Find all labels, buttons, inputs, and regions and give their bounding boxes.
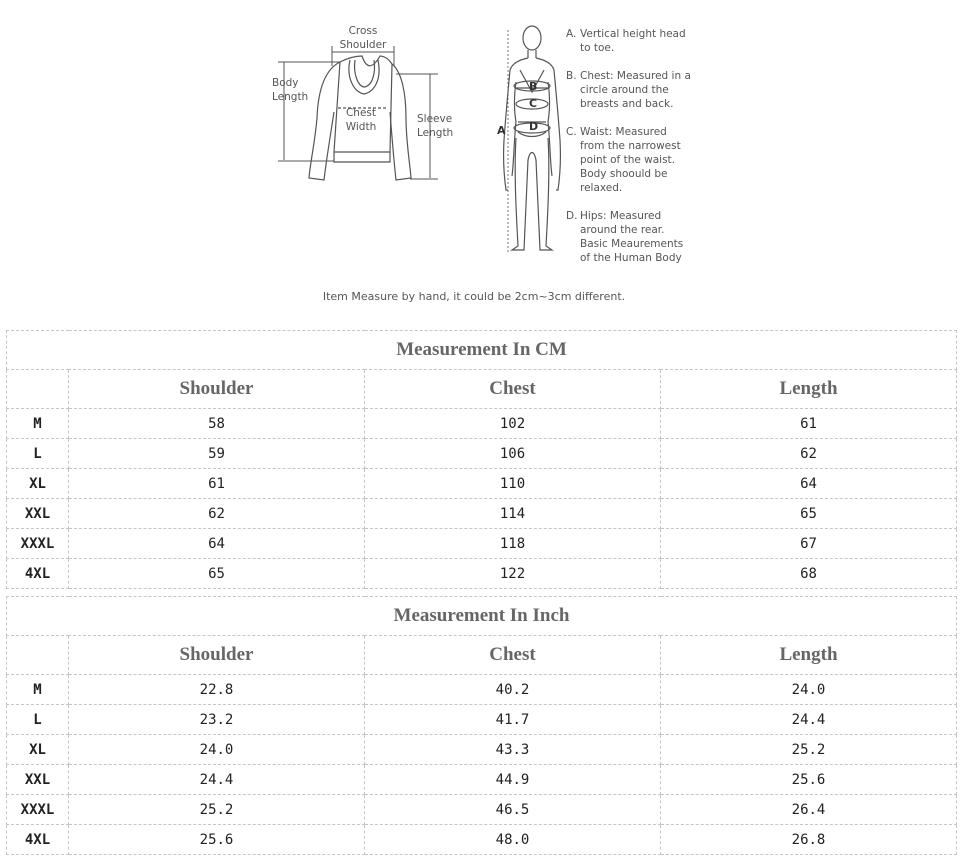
value-cell: 25.2 <box>661 735 957 765</box>
table-row <box>7 735 957 765</box>
table-row <box>7 409 957 439</box>
definition-c: C. Waist: Measured from the narrowest point of the waist. Body shoould be relaxed. <box>566 126 681 194</box>
value-cell: 43.3 <box>365 735 661 765</box>
table-row <box>7 765 957 795</box>
value-cell: 65 <box>661 499 957 529</box>
column-header: Chest <box>365 636 661 675</box>
definition-d: D. Hips: Measured around the rear. Basic Meaurements of the Human Body <box>566 210 684 264</box>
size-cell: XL <box>7 469 69 499</box>
definitions-list <box>566 27 716 279</box>
value-cell: 122 <box>365 559 661 589</box>
definition-a: A. Vertical height head to toe. <box>566 28 686 54</box>
size-cell: XXXL <box>7 529 69 559</box>
cm-size-table <box>6 330 957 589</box>
size-cell: L <box>7 705 69 735</box>
value-cell: 26.8 <box>661 825 957 855</box>
column-header: Length <box>661 370 957 409</box>
value-cell: 106 <box>365 439 661 469</box>
body-figure <box>504 26 561 252</box>
definition-b: B. Chest: Measured in a circle around the breasts and back. <box>566 70 691 110</box>
table-row <box>7 675 957 705</box>
value-cell: 68 <box>661 559 957 589</box>
column-header: Chest <box>365 370 661 409</box>
value-cell: 58 <box>69 409 365 439</box>
table-row <box>7 529 957 559</box>
inch-size-table <box>6 596 957 855</box>
value-cell: 64 <box>69 529 365 559</box>
sleeve-length-label: Sleeve Length <box>417 113 454 139</box>
size-cell: M <box>7 675 69 705</box>
value-cell: 23.2 <box>69 705 365 735</box>
chest-width-label: Chest Width <box>345 107 377 133</box>
value-cell: 25.2 <box>69 795 365 825</box>
size-cell: 4XL <box>7 559 69 589</box>
size-header-blank <box>7 370 69 409</box>
column-header: Shoulder <box>69 636 365 675</box>
size-cell: L <box>7 439 69 469</box>
measurement-note: Item Measure by hand, it could be 2cm~3cm different. <box>322 290 626 303</box>
value-cell: 65 <box>69 559 365 589</box>
size-cell: XXXL <box>7 795 69 825</box>
table-row <box>7 705 957 735</box>
size-cell: XXL <box>7 499 69 529</box>
value-cell: 61 <box>661 409 957 439</box>
column-header: Length <box>661 636 957 675</box>
size-cell: M <box>7 409 69 439</box>
table-title: Measurement In CM <box>7 331 957 370</box>
letter-a: A <box>497 124 506 137</box>
value-cell: 24.4 <box>69 765 365 795</box>
value-cell: 114 <box>365 499 661 529</box>
size-cell: XXL <box>7 765 69 795</box>
cross-shoulder-label: Cross Shoulder <box>339 25 387 51</box>
value-cell: 24.0 <box>661 675 957 705</box>
letter-b: B <box>529 80 538 93</box>
value-cell: 25.6 <box>69 825 365 855</box>
table-title: Measurement In Inch <box>7 597 957 636</box>
value-cell: 61 <box>69 469 365 499</box>
table-row <box>7 469 957 499</box>
table-row <box>7 499 957 529</box>
diagram-graphics <box>0 0 962 320</box>
value-cell: 48.0 <box>365 825 661 855</box>
value-cell: 67 <box>661 529 957 559</box>
letter-c: C <box>529 97 538 110</box>
size-header-blank <box>7 636 69 675</box>
value-cell: 25.6 <box>661 765 957 795</box>
value-cell: 118 <box>365 529 661 559</box>
table-row <box>7 559 957 589</box>
value-cell: 24.4 <box>661 705 957 735</box>
value-cell: 46.5 <box>365 795 661 825</box>
value-cell: 102 <box>365 409 661 439</box>
value-cell: 59 <box>69 439 365 469</box>
value-cell: 22.8 <box>69 675 365 705</box>
letter-d: D <box>529 120 539 133</box>
value-cell: 62 <box>69 499 365 529</box>
value-cell: 24.0 <box>69 735 365 765</box>
value-cell: 62 <box>661 439 957 469</box>
measurement-diagram <box>0 0 962 320</box>
value-cell: 26.4 <box>661 795 957 825</box>
table-row <box>7 439 957 469</box>
value-cell: 40.2 <box>365 675 661 705</box>
value-cell: 41.7 <box>365 705 661 735</box>
value-cell: 44.9 <box>365 765 661 795</box>
body-length-label: Body Length <box>272 77 309 103</box>
table-row <box>7 825 957 855</box>
column-header: Shoulder <box>69 370 365 409</box>
size-cell: 4XL <box>7 825 69 855</box>
value-cell: 110 <box>365 469 661 499</box>
size-cell: XL <box>7 735 69 765</box>
table-row <box>7 795 957 825</box>
value-cell: 64 <box>661 469 957 499</box>
